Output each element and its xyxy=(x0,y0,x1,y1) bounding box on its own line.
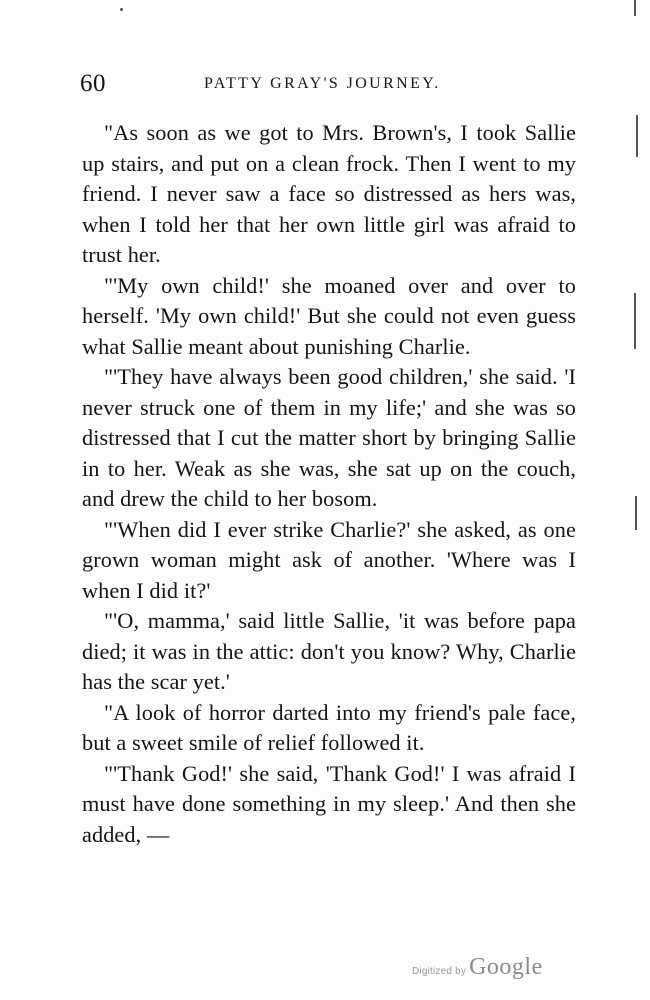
paragraph: "'O, mamma,' said little Sallie, 'it was before papa died; it was in the attic: don't you know? Why, Charlie has the scar yet.' xyxy=(82,608,576,694)
scan-margin-line xyxy=(635,496,637,530)
paragraph: "'My own child!' she moaned over and over to herself. 'My own child!' But she could not even guess what Sallie meant about punishing Charlie. xyxy=(82,272,576,359)
paragraph: "'When did I ever strike Charlie?' she asked, as one grown woman might ask of another. 'Where was I when I did it?' xyxy=(82,516,576,603)
paragraph: "As soon as we got to Mrs. Brown's, I took Sallie up stairs, and put on a clean frock. Then I went to my friend. I never saw a face so distressed as hers was, when I told her that her own little girl was afraid to trust her. xyxy=(82,120,576,267)
body-text xyxy=(82,118,576,850)
page-header xyxy=(80,69,580,99)
digitization-watermark xyxy=(412,949,552,979)
google-logo: Google xyxy=(469,954,543,980)
watermark-prefix: Digitized by xyxy=(412,966,467,977)
paragraph: "'Thank God!' she said, 'Thank God!' I was afraid I must have done something in my sleep.' And then she added, — xyxy=(82,760,576,847)
scan-margin-line xyxy=(634,293,636,349)
scan-margin-line xyxy=(636,115,638,157)
scan-dot xyxy=(120,8,123,11)
page-number: 60 xyxy=(80,70,106,97)
running-head: PATTY GRAY'S JOURNEY. xyxy=(204,75,441,92)
paragraph: "'They have always been good children,' she said. 'I never struck one of them in my life;' and she was so distressed that I cut the matter short by bringing Sallie in to her. Weak as she was, she sat up on the couch, and drew the child to her bosom. xyxy=(82,364,576,511)
paragraph: "A look of horror darted into my friend's pale face, but a sweet smile of relief followed it. xyxy=(82,699,576,755)
scan-edge-mark xyxy=(634,0,636,16)
